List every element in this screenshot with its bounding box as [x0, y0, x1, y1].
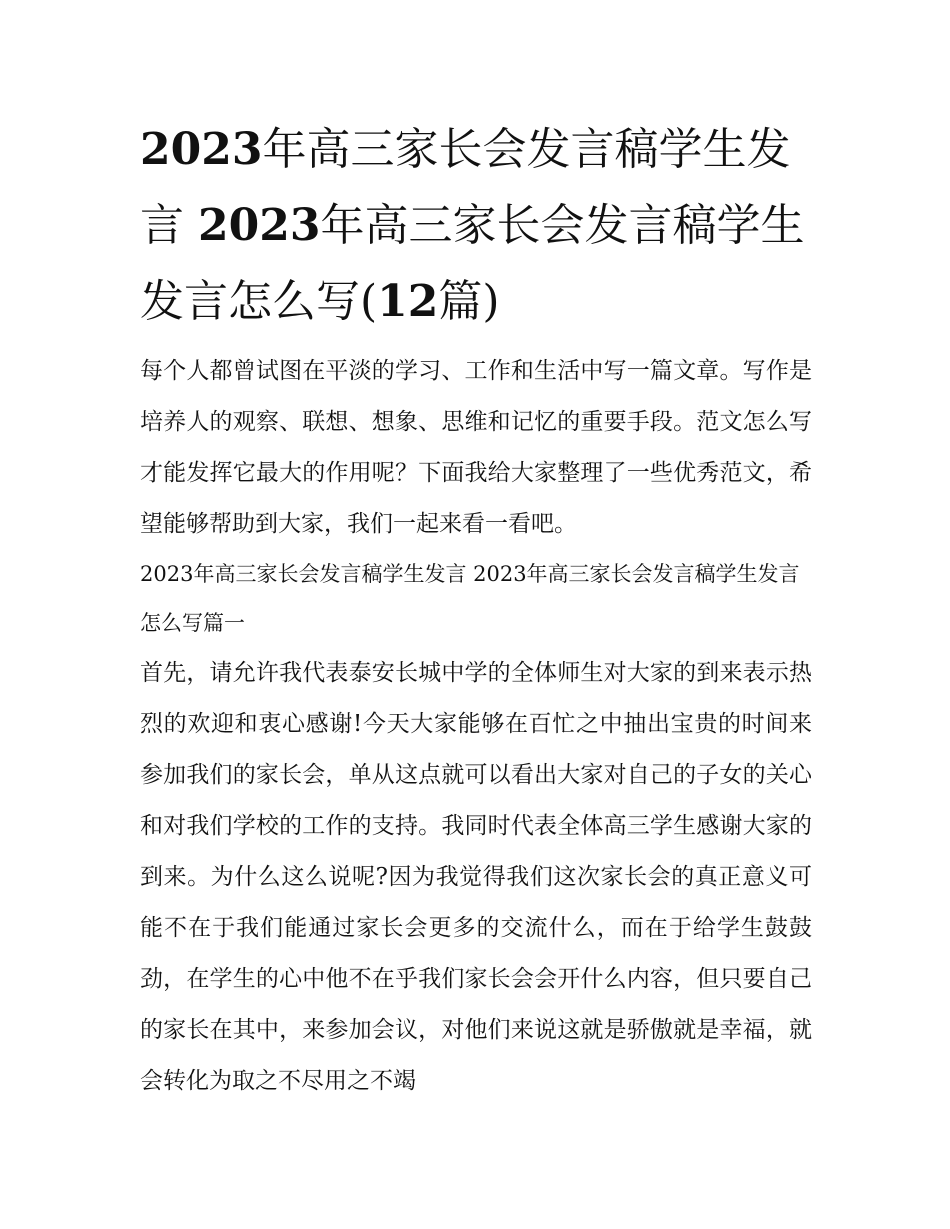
intro-paragraph: 每个人都曾试图在平淡的学习、工作和生活中写一篇文章。写作是培养人的观察、联想、想象、思维和记忆的重要手段。范文怎么写才能发挥它最大的作用呢？下面我给大家整理了一些优秀范文，希望能够帮助到大家，我们一起来看一看吧。	[140, 358, 812, 537]
body-paragraph: 首先，请允许我代表泰安长城中学的全体师生对大家的到来表示热烈的欢迎和衷心感谢!今天大家能够在百忙之中抽出宝贵的时间来参加我们的家长会，单从这点就可以看出大家对自己的子女的关心和对我们学校的工作的支持。我同时代表全体高三学生感谢大家的到来。为什么这么说呢?因为我觉得我们这次家长会的真正意义可能不在于我们能通过家长会更多的交流什么，而在于给学生鼓鼓劲，在学生的心中他不在乎我们家长会会开什么内容，但只要自己的家长在其中，来参加会议，对他们来说这就是骄傲就是幸福，就会转化为取之不尽用之不竭	[140, 660, 812, 1094]
document-page	[140, 112, 812, 1107]
document-title: 2023年高三家长会发言稿学生发言 2023年高三家长会发言稿学生发言怎么写(12篇)	[140, 124, 805, 327]
section-heading: 2023年高三家长会发言稿学生发言 2023年高三家长会发言稿学生发言怎么写篇一	[140, 562, 800, 635]
